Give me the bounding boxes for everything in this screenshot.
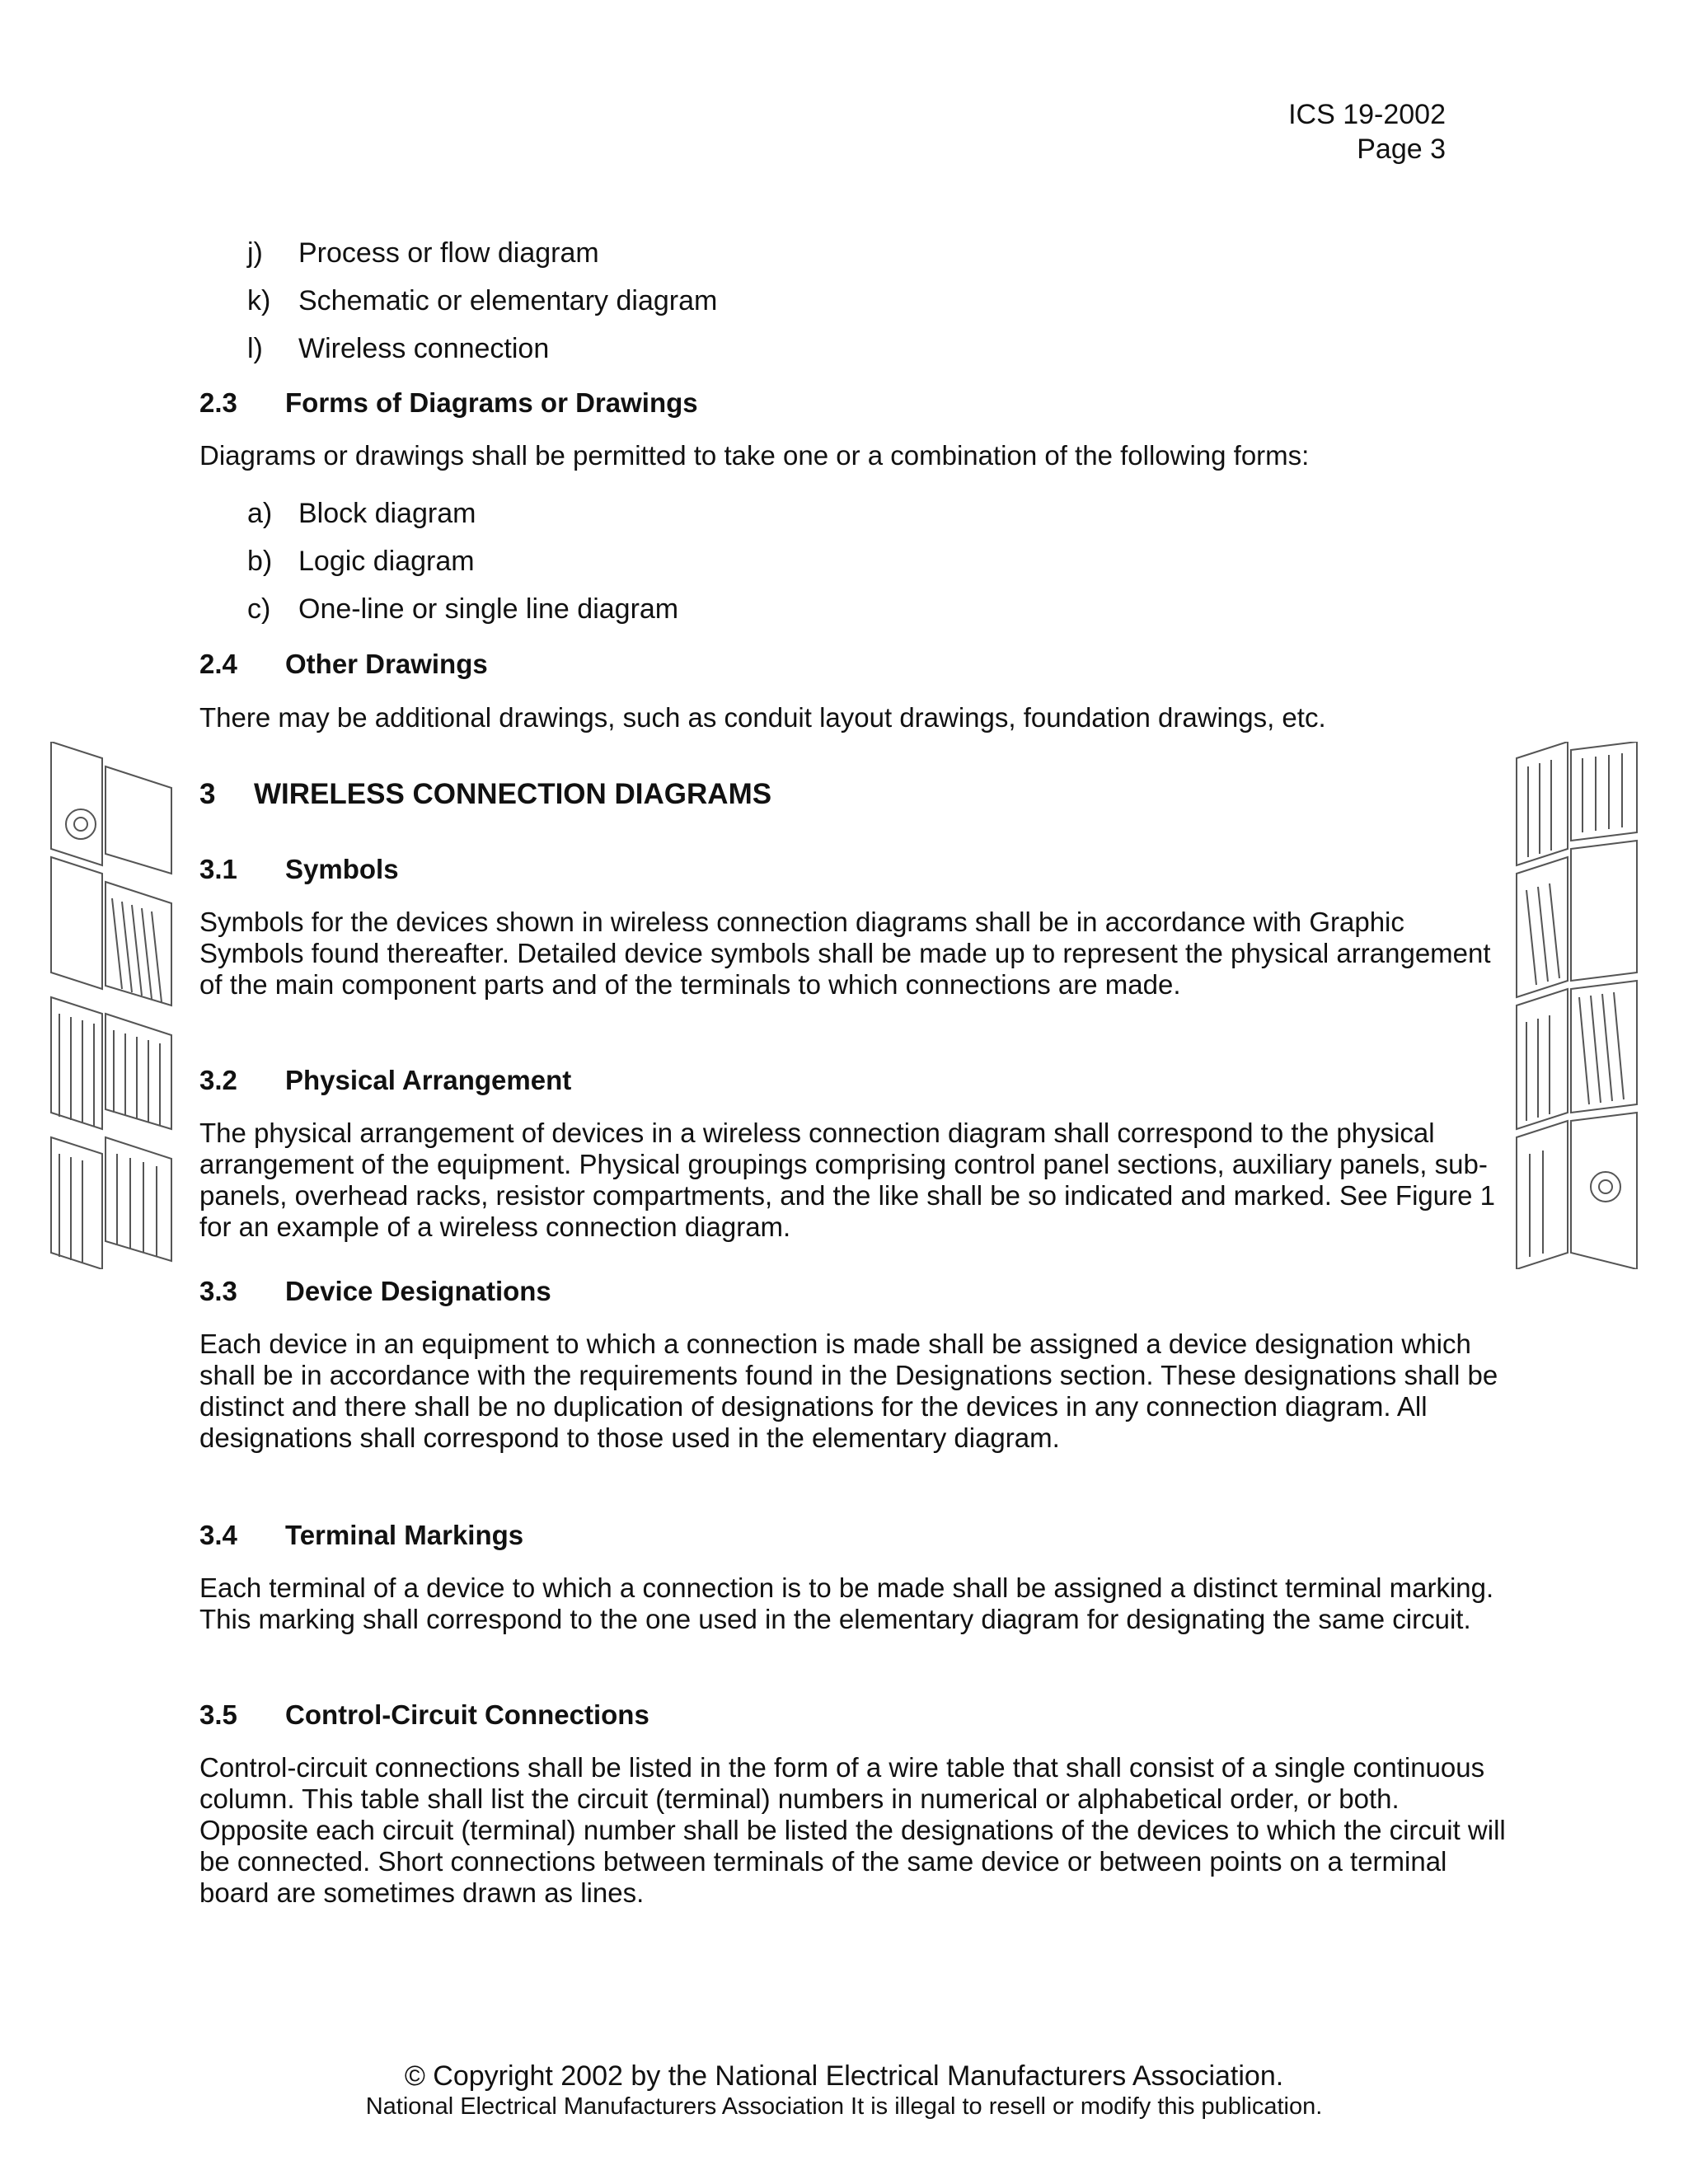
list-text: Process or flow diagram (298, 237, 599, 269)
section-heading-3-3: 3.3 Device Designations (199, 1276, 551, 1306)
section-heading-2-3: 2.3 Forms of Diagrams or Drawings (199, 387, 698, 418)
section-heading-3-1: 3.1 Symbols (199, 854, 399, 884)
section-heading-2-4: 2.4 Other Drawings (199, 649, 488, 679)
section-2-3-body: Diagrams or drawings shall be permitted to take one or a combination of the following forms: (199, 440, 1310, 471)
list-item: c) One-line or single line diagram (247, 593, 679, 625)
page-header (1288, 97, 1446, 166)
section-3-1-body: Symbols for the devices shown in wireless connection diagrams shall be in accordance with Graphic Symbols found thereafter. Detailed device symbols shall be made up to represent the physical arrangement of the main component parts and of the terminals to which connections are made. (199, 907, 1491, 1000)
list-item: a) Block diagram (247, 498, 476, 529)
page-number: Page 3 (1357, 134, 1446, 165)
list-item: b) Logic diagram (247, 546, 475, 577)
section-3-3-body: Each device in an equipment to which a connection is made shall be assigned a device designation which shall be in accordance with the requirements found in the Designations section. These designations shall be distinct and there shall be no duplication of designations for the devices in any connection diagram. All designations shall correspond to those used in the elementary diagram. (199, 1329, 1498, 1453)
list-marker: k) (247, 285, 271, 316)
list-item (247, 331, 549, 366)
nema-logo-left (48, 742, 176, 1269)
section-3-4-body: Each terminal of a device to which a connection is to be made shall be assigned a distinct terminal marking. This marking shall correspond to the one used in the elementary diagram for designating the same circuit. (199, 1572, 1494, 1634)
list-marker: l) (247, 333, 263, 364)
section-2-4-body: There may be additional drawings, such as conduit layout drawings, foundation drawings, etc. (199, 702, 1326, 733)
list-text: Schematic or elementary diagram (298, 285, 718, 316)
doc-id: ICS 19-2002 (1288, 99, 1446, 130)
copyright-line: © Copyright 2002 by the National Electrical Manufacturers Association. (404, 2060, 1284, 2092)
section-heading-3-4: 3.4 Terminal Markings (199, 1520, 524, 1550)
section-3-2-body: The physical arrangement of devices in a wireless connection diagram shall correspond to the physical arrangement of the equipment. Physical groupings comprising control panel sections, auxiliary panels, sub-panels, overhead racks, resistor compartments, and the like shall be so indicated and marked. See Figure 1 for an example of a wireless connection diagram. (199, 1118, 1495, 1242)
nema-logo-right (1513, 742, 1642, 1269)
list-marker: j) (247, 237, 263, 269)
section-heading-3-2: 3.2 Physical Arrangement (199, 1065, 572, 1095)
publication-notice: National Electrical Manufacturers Association It is illegal to resell or modify this publication. (365, 2093, 1323, 2120)
list-item (247, 284, 717, 318)
section-heading-3: 3 WIRELESS CONNECTION DIAGRAMS (199, 778, 772, 810)
list-text: Wireless connection (298, 333, 550, 364)
list-item (247, 236, 599, 270)
section-3-5-body: Control-circuit connections shall be listed in the form of a wire table that shall consist of a single continuous column. This table shall list the circuit (terminal) numbers in numerical or alphabetical order, or both. Opposite each circuit (terminal) number shall be listed the designations of the devices to which the circuit will be connected. Short connections between terminals of the same device or between points on a terminal board are sometimes drawn as lines. (199, 1752, 1506, 1908)
section-heading-3-5: 3.5 Control-Circuit Connections (199, 1699, 649, 1730)
